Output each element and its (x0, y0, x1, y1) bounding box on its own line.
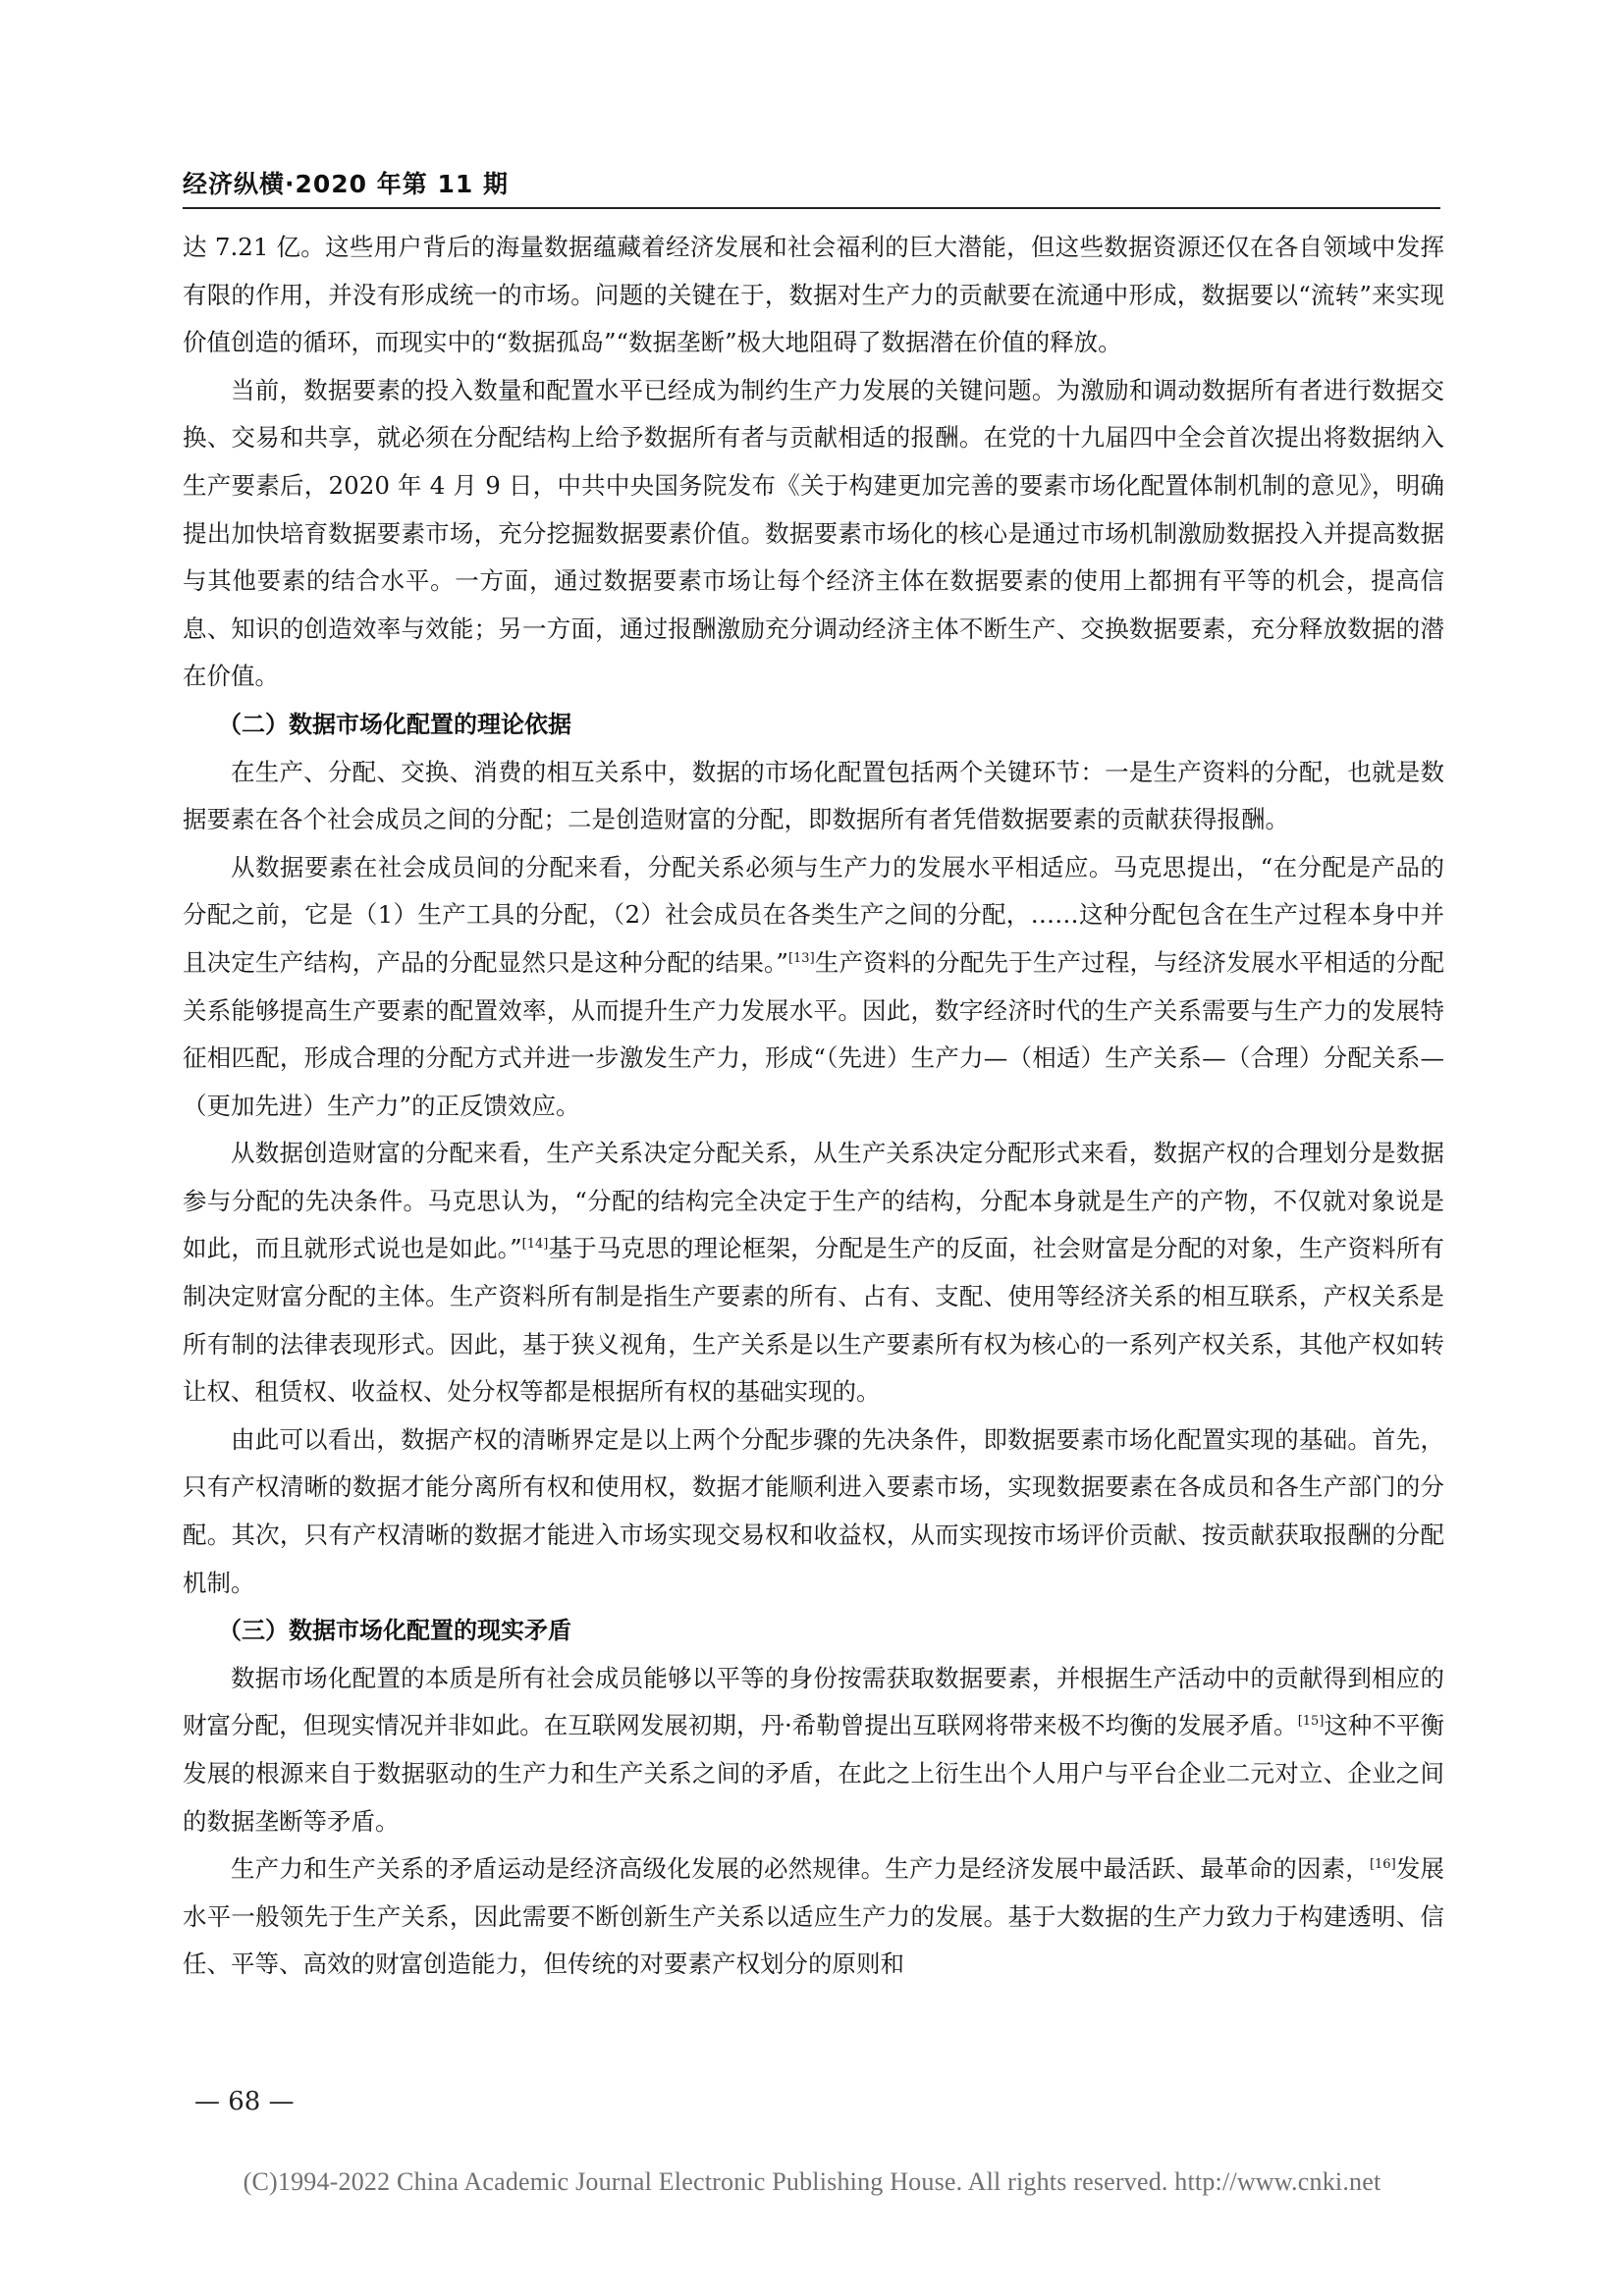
section-heading: （二）数据市场化配置的理论依据 (218, 710, 571, 738)
paragraph-text: 生产力和生产关系的矛盾运动是经济高级化发展的必然规律。生产力是经济发展中最活跃、最革命的因素， (231, 1854, 1370, 1884)
article-body (183, 224, 1444, 1989)
paragraph-text: 基于马克思的理论框架，分配是生产的反面，社会财富是分配的对象，生产资料所有制决定财富分配的主体。生产资料所有制是指生产要素的所有、占有、支配、使用等经济关系的相互联系，产权关系是所有制的法律表现形式。因此，基于狭义视角，生产关系是以生产要素所有权为核心的一系列产权关系，其他产权如转让权、租赁权、收益权、处分权等都是根据所有权的基础实现的。 (183, 1234, 1444, 1407)
copyright-notice: (C)1994-2022 China Academic Journal Electronic Publishing House. All rights reserved. http://www.cnki.net (243, 2167, 1381, 2196)
paragraph: 当前，数据要素的投入数量和配置水平已经成为制约生产力发展的关键问题。为激励和调动数据所有者进行数据交换、交易和共享，就必须在分配结构上给予数据所有者与贡献相适的报酬。在党的十九届四中全会首次提出将数据纳入生产要素后，2020 年 4 月 9 日，中共中央国务院发布《关于构建更加完善的要素市场化配置体制机制的意见》，明确提出加快培育数据要素市场，充分挖掘数据要素价值。数据要素市场化的核心是通过市场机制激励数据投入并提高数据与其他要素的结合水平。一方面，通过数据要素市场让每个经济主体在数据要素的使用上都拥有平等的机会，提高信息、知识的创造效率与效能；另一方面，通过报酬激励充分调动经济主体不断生产、交换数据要素，充分释放数据的潜在价值。 (183, 375, 1444, 691)
paragraph-text: 这种不平衡发展的根源来自于数据驱动的生产力和生产关系之间的矛盾，在此之上衍生出个人用户与平台企业二元对立、企业之间的数据垄断等矛盾。 (183, 1711, 1444, 1836)
paragraph: 在生产、分配、交换、消费的相互关系中，数据的市场化配置包括两个关键环节：一是生产资料的分配，也就是数据要素在各个社会成员之间的分配；二是创造财富的分配，即数据所有者凭借数据要素的贡献获得报酬。 (183, 757, 1444, 834)
section-heading: （三）数据市场化配置的现实矛盾 (218, 1617, 571, 1645)
citation-ref: [14] (521, 1237, 549, 1253)
citation-ref: [16] (1369, 1857, 1396, 1873)
paragraph: 达 7.21 亿。这些用户背后的海量数据蕴藏着经济发展和社会福利的巨大潜能，但这些数据资源还仅在各自领域中发挥有限的作用，并没有形成统一的市场。问题的关键在于，数据对生产力的贡献要在流通中形成，数据要以“流转”来实现价值创造的循环，而现实中的“数据孤岛”“数据垄断”极大地阻碍了数据潜在价值的释放。 (183, 233, 1444, 357)
paragraph (183, 844, 1444, 1131)
paragraph-text: 从数据要素在社会成员间的分配来看，分配关系必须与生产力的发展水平相适应。马克思提出，“在分配是产品的分配之前，它是（1）生产工具的分配，（2）社会成员在各类生产之间的分配，……这种分配包含在生产过程本身中并且决定生产结构，产品的分配显然只是这种分配的结果。” (183, 852, 1444, 977)
citation-ref: [15] (1297, 1714, 1325, 1730)
citation-ref: [13] (787, 950, 815, 966)
paragraph-text: 数据市场化配置的本质是所有社会成员能够以平等的身份按需获取数据要素，并根据生产活动中的贡献得到相应的财富分配，但现实情况并非如此。在互联网发展初期，丹·希勒曾提出互联网将带来极不均衡的发展矛盾。 (183, 1663, 1444, 1740)
paragraph-text: 发展水平一般领先于生产关系，因此需要不断创新生产关系以适应生产力的发展。基于大数据的生产力致力于构建透明、信任、平等、高效的财富创造能力，但传统的对要素产权划分的原则和 (183, 1854, 1445, 1979)
header-rule (183, 207, 1440, 209)
running-header: 经济纵横·2020 年第 11 期 (183, 170, 509, 198)
page-number: — 68 — (194, 2087, 295, 2116)
paragraph: 由此可以看出，数据产权的清晰界定是以上两个分配步骤的先决条件，即数据要素市场化配置实现的基础。首先，只有产权清晰的数据才能分离所有权和使用权，数据才能顺利进入要素市场，实现数据要素在各成员和各生产部门的分配。其次，只有产权清晰的数据才能进入市场实现交易权和收益权，从而实现按市场评价贡献、按贡献获取报酬的分配机制。 (183, 1424, 1444, 1597)
paragraph (183, 1845, 1444, 1989)
paragraph (183, 1130, 1444, 1416)
paragraph-text: 生产资料的分配先于生产过程，与经济发展水平相适的分配关系能够提高生产要素的配置效率，从而提升生产力发展水平。因此，数字经济时代的生产关系需要与生产力的发展特征相匹配，形成合理的分配方式并进一步激发生产力，形成“（先进）生产力—（相适）生产关系—（合理）分配关系—（更加先进）生产力”的正反馈效应。 (183, 947, 1445, 1120)
paragraph-text: 从数据创造财富的分配来看，生产关系决定分配关系，从生产关系决定分配形式来看，数据产权的合理划分是数据参与分配的先决条件。马克思认为，“分配的结构完全决定于生产的结构，分配本身就是生产的产物，不仅就对象说是如此，而且就形式说也是如此。” (183, 1139, 1444, 1263)
paragraph (183, 1655, 1444, 1845)
